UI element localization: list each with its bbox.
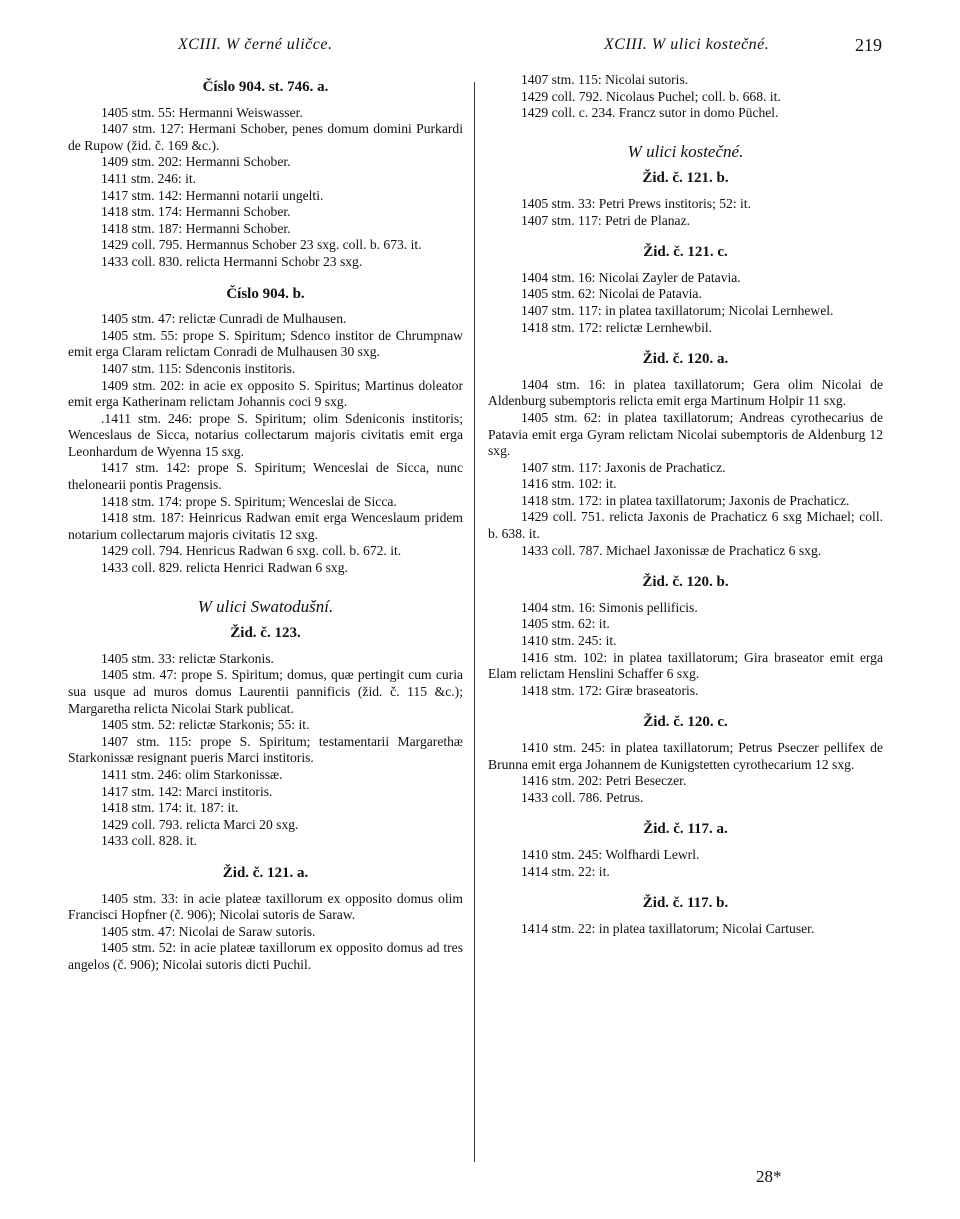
record-entry: 1404 stm. 16: in platea taxillatorum; Gera olim Nicolai de Aldenburg subemptoris relicta emit erga Martinum Holpir 11 sxg. [488,376,883,409]
record-entry: 1418 stm. 174: it. 187: it. [101,800,239,816]
record-entry: 1405 stm. 55: prope S. Spiritum; Sdenco institor de Chrumpnaw emit erga Claram relictam Conradi de Mulhausen 30 sxg. [68,327,463,360]
record-entry: 1407 stm. 117: Petri de Planaz. [521,212,691,228]
section-heading: Žid. č. 120. b. [642,574,729,591]
left-column [68,72,463,982]
record-entry: 1411 stm. 246: it. [101,170,197,186]
record-entry: 1433 coll. 786. Petrus. [521,789,644,805]
record-entry: 1405 stm. 62: it. [521,616,610,632]
record-entry: 1433 coll. 787. Michael Jaxonissæ de Prachaticz 6 sxg. [521,542,822,558]
section-block [68,865,463,982]
record-entry: 1404 stm. 16: Nicolai Zayler de Patavia. [521,269,741,285]
section-heading: Číslo 904. st. 746. a. [202,79,329,95]
record-entry: 1429 coll. 794. Henricus Radwan 6 sxg. coll. b. 672. it. [101,543,402,559]
section-heading: Žid. č. 120. c. [643,714,728,731]
record-entry: .1411 stm. 246: prope S. Spiritum; olim Sdeniconis institoris; Wenceslaus de Sicca, notarius collectarum majoris civitatis emit erga Leonhardum de Wyenna 15 sxg. [68,410,463,459]
right-column [488,72,883,945]
section-heading: Žid. č. 121. a. [222,864,309,881]
section-block [488,821,883,888]
section-heading: Žid. č. 117. b. [642,895,729,912]
section-block [68,596,463,616]
record-entry: 1418 stm. 172: in platea taxillatorum; Jaxonis de Prachaticz. [521,492,850,508]
section-heading: Žid. č. 120. a. [642,351,729,368]
record-entry: 1417 stm. 142: Hermanni notarii ungelti. [101,187,324,203]
record-entry: 1418 stm. 187: Heinricus Radwan emit erga Wenceslaum pridem notarium collectarum majoris civitatis 12 sxg. [68,510,463,542]
section-heading: Žid. č. 123. [230,625,301,642]
record-entry: 1405 stm. 52: relictæ Starkonis; 55: it. [101,717,310,733]
record-entry: 1429 coll. 792. Nicolaus Puchel; coll. b. 668. it. [521,88,781,104]
section-block [488,72,883,130]
record-entry: 1404 stm. 16: Simonis pellificis. [521,599,698,615]
record-entry: 1418 stm. 174: Hermanni Schober. [101,204,291,220]
record-entry: 1407 stm. 115: Nicolai sutoris. [521,72,689,87]
record-entry: 1414 stm. 22: in platea taxillatorum; Nicolai Cartuser. [521,920,815,936]
record-entry: 1407 stm. 127: Hermani Schober, penes domum domini Purkardi de Rupow (žid. č. 169 &c.). [68,121,463,153]
record-entry: 1429 coll. c. 234. Francz sutor in domo Püchel. [521,105,779,121]
record-entry: 1433 coll. 828. it. [101,833,197,849]
column-divider [474,82,475,1162]
record-entry: 1405 stm. 55: Hermanni Weiswasser. [101,104,303,120]
section-heading: Žid. č. 117. a. [643,821,728,838]
record-entry: 1418 stm. 172: relictæ Lernhewbil. [521,319,713,335]
record-entry: 1405 stm. 47: relictæ Cunradi de Mulhausen. [101,311,347,327]
record-entry: 1411 stm. 246: olim Starkonissæ. [101,766,283,782]
running-header-left: XCIII. W černé uličce. [178,36,333,53]
street-heading: W ulici Swatodušní. [197,596,334,616]
record-entry: 1405 stm. 33: relictæ Starkonis. [101,650,274,666]
record-entry: 1405 stm. 62: in platea taxillatorum; Andreas cyrothecarius de Patavia emit erga Gyram relictam Nicolai subemptoris de Aldenburg 12 sxg. [488,409,883,459]
street-heading: W ulici kostečné. [627,141,744,161]
record-entry: 1418 stm. 174: prope S. Spiritum; Wenceslai de Sicca. [101,493,397,509]
section-block [68,79,463,279]
section-block [488,244,883,344]
record-entry: 1418 stm. 172: Giræ braseatoris. [521,682,699,698]
section-block [488,170,883,237]
section-block [488,714,883,814]
record-entry: 1405 stm. 47: prope S. Spiritum; domus, quæ pertingit cum curia sua usque ad muros domus Laurentii pannificis (žid. č. 115 &c.); Margaretha relicta Nicolai Stark publicat. [68,667,463,716]
record-entry: 1416 stm. 102: it. [521,476,617,492]
section-block [488,574,883,707]
record-entry: 1410 stm. 245: it. [521,633,617,649]
record-entry: 1405 stm. 33: Petri Prews institoris; 52: it. [521,195,751,211]
record-entry: 1433 coll. 830. relicta Hermanni Schobr 23 sxg. [101,253,363,269]
record-entry: 1417 stm. 142: Marci institoris. [101,783,273,799]
record-entry: 1405 stm. 62: Nicolai de Patavia. [521,286,702,302]
record-entry: 1407 stm. 117: Jaxonis de Prachaticz. [521,459,726,475]
record-entry: 1405 stm. 33: in acie plateæ taxillorum ex opposito domus olim Francisci Hopfner (č. 906); Nicolai sutoris de Saraw. [68,890,463,923]
running-header-right: XCIII. W ulici kostečné. [604,36,770,53]
record-entry: 1418 stm. 187: Hermanni Schober. [101,220,291,236]
section-heading: Žid. č. 121. b. [642,170,729,187]
record-entry: 1433 coll. 829. relicta Henrici Radwan 6 sxg. [101,560,348,576]
record-entry: 1407 stm. 117: in platea taxillatorum; Nicolai Lernhewel. [521,302,834,318]
record-entry: 1407 stm. 115: Sdenconis institoris. [101,360,296,376]
record-entry: 1416 stm. 102: in platea taxillatorum; Gira braseator emit erga Elam relictam Henslini Schaffer 6 sxg. [488,649,883,682]
section-block [68,625,463,858]
section-block [68,286,463,585]
signature-mark: 28* [756,1167,782,1186]
page-number: 219 [855,35,882,55]
record-entry: 1410 stm. 245: Wolfhardi Lewrl. [521,846,700,862]
section-heading: Žid. č. 121. c. [643,244,728,261]
record-entry: 1407 stm. 115: prope S. Spiritum; testamentarii Margarethæ Starkonissæ resignant pueris Marci institoris. [68,733,463,766]
record-entry: 1417 stm. 142: prope S. Spiritum; Wenceslai de Sicca, nunc thelonearii pontis Pragensis. [68,460,463,493]
section-block [488,141,883,161]
record-entry: 1410 stm. 245: in platea taxillatorum; Petrus Psеczer pellifex de Brunna emit erga Johannem de Kunigstetten cyrothecarium 12 sxg. [488,740,883,772]
record-entry: 1405 stm. 47: Nicolai de Saraw sutoris. [101,923,316,939]
record-entry: 1416 stm. 202: Petri Beseczer. [521,773,687,789]
record-entry: 1414 stm. 22: it. [521,863,610,879]
section-block [488,351,883,567]
record-entry: 1429 coll. 793. relicta Marci 20 sxg. [101,816,299,832]
record-entry: 1405 stm. 52: in acie plateæ taxillorum ex opposito domus ad tres angelos (č. 906); Nicolai sutoris dicti Puchil. [68,940,463,972]
record-entry: 1429 coll. 751. relicta Jaxonis de Prachaticz 6 sxg Michael; coll. b. 638. it. [488,509,883,542]
record-entry: 1409 stm. 202: Hermanni Schober. [101,154,291,170]
record-entry: 1429 coll. 795. Hermannus Schober 23 sxg. coll. b. 673. it. [101,237,422,253]
section-heading: Číslo 904. b. [226,285,305,302]
section-block [488,895,883,945]
record-entry: 1409 stm. 202: in acie ex opposito S. Spiritus; Martinus doleator emit erga Katherinam relictam Johannis coci 9 sxg. [68,377,463,410]
